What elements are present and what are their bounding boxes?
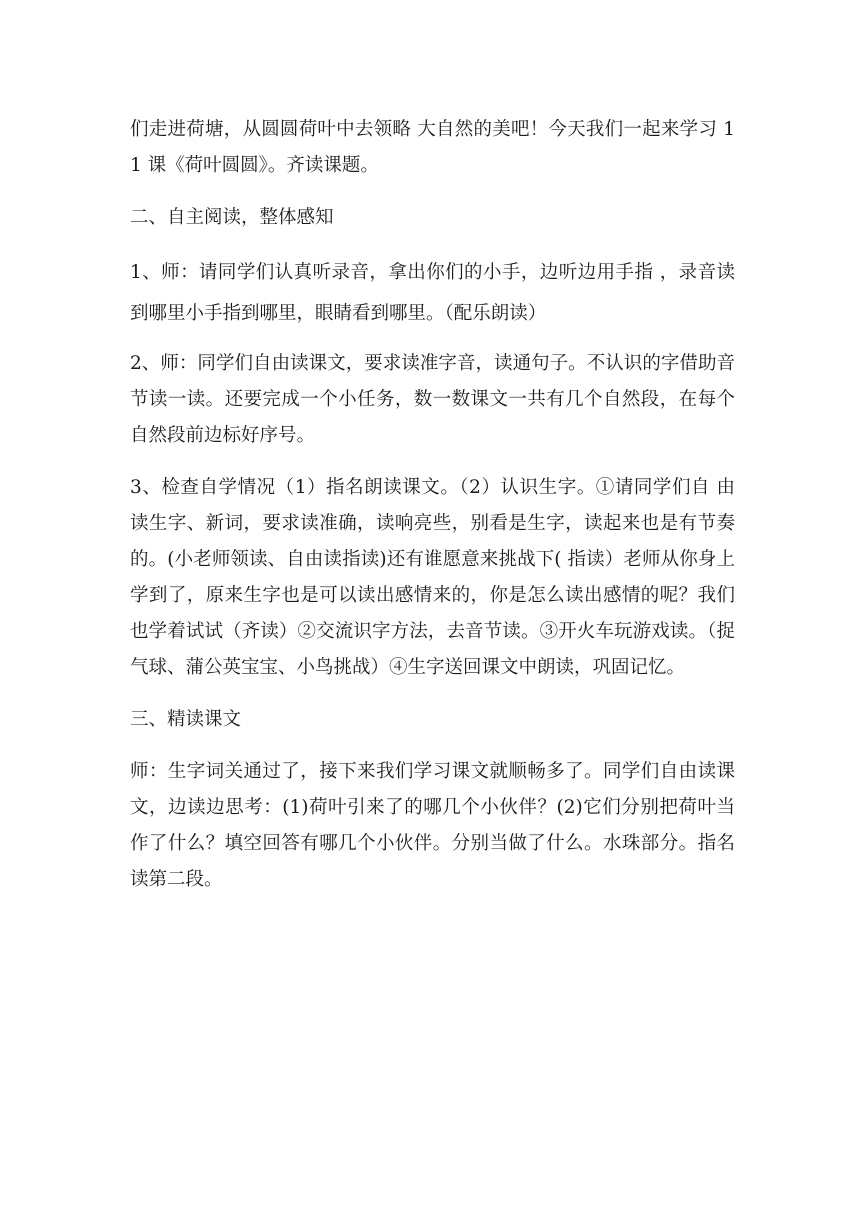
section-heading-2: 二、自主阅读，整体感知 xyxy=(130,207,334,228)
paragraph-step-2: 2、师：同学们自由读课文，要求读准字音，读通句子。不认识的字借助音节读一读。还要完成一个小任务，数一数课文一共有几个自然段，在每个自然段前边标好序号。 xyxy=(130,353,735,446)
section-heading-3: 三、精读课文 xyxy=(130,709,242,730)
paragraph-close-reading: 师：生字词关通过了，接下来我们学习课文就顺畅多了。同学们自由读课文，边读边思考：(1)荷叶引来了的哪几个小伙伴？(2)它们分别把荷叶当作了什么？填空回答有哪几个小伙伴。分别当做了什么。水珠部分。指名读第二段。 xyxy=(130,761,735,890)
document-body xyxy=(130,112,735,914)
paragraph-step-3: 3、检查自学情况（1）指名朗读课文。（2）认识生字。①请同学们自 由读生字、新词，要求读准确，读响亮些，别看是生字，读起来也是有节奏的。(小老师领读、自由读指读)还有谁愿意来挑战下( 指读）老师从你身上学到了，原来生字也是可以读出感情来的，你是怎么读出感情的呢？我们也学着试试（齐读）②交流识字方法，去音节读。③开火车玩游戏读。（捉气球、蒲公英宝宝、小鸟挑战）④生字送回课文中朗读，巩固记忆。 xyxy=(130,477,735,678)
paragraph-intro: 们走进荷塘，从圆圆荷叶中去领略 大自然的美吧！今天我们一起来学习 11 课《荷叶圆圆》。齐读课题。 xyxy=(130,119,735,176)
paragraph-step-1: 1、师：请同学们认真听录音，拿出你们的小手，边听边用手指 ，录音读到哪里小手指到哪里，眼睛看到哪里。（配乐朗读） xyxy=(130,262,735,324)
